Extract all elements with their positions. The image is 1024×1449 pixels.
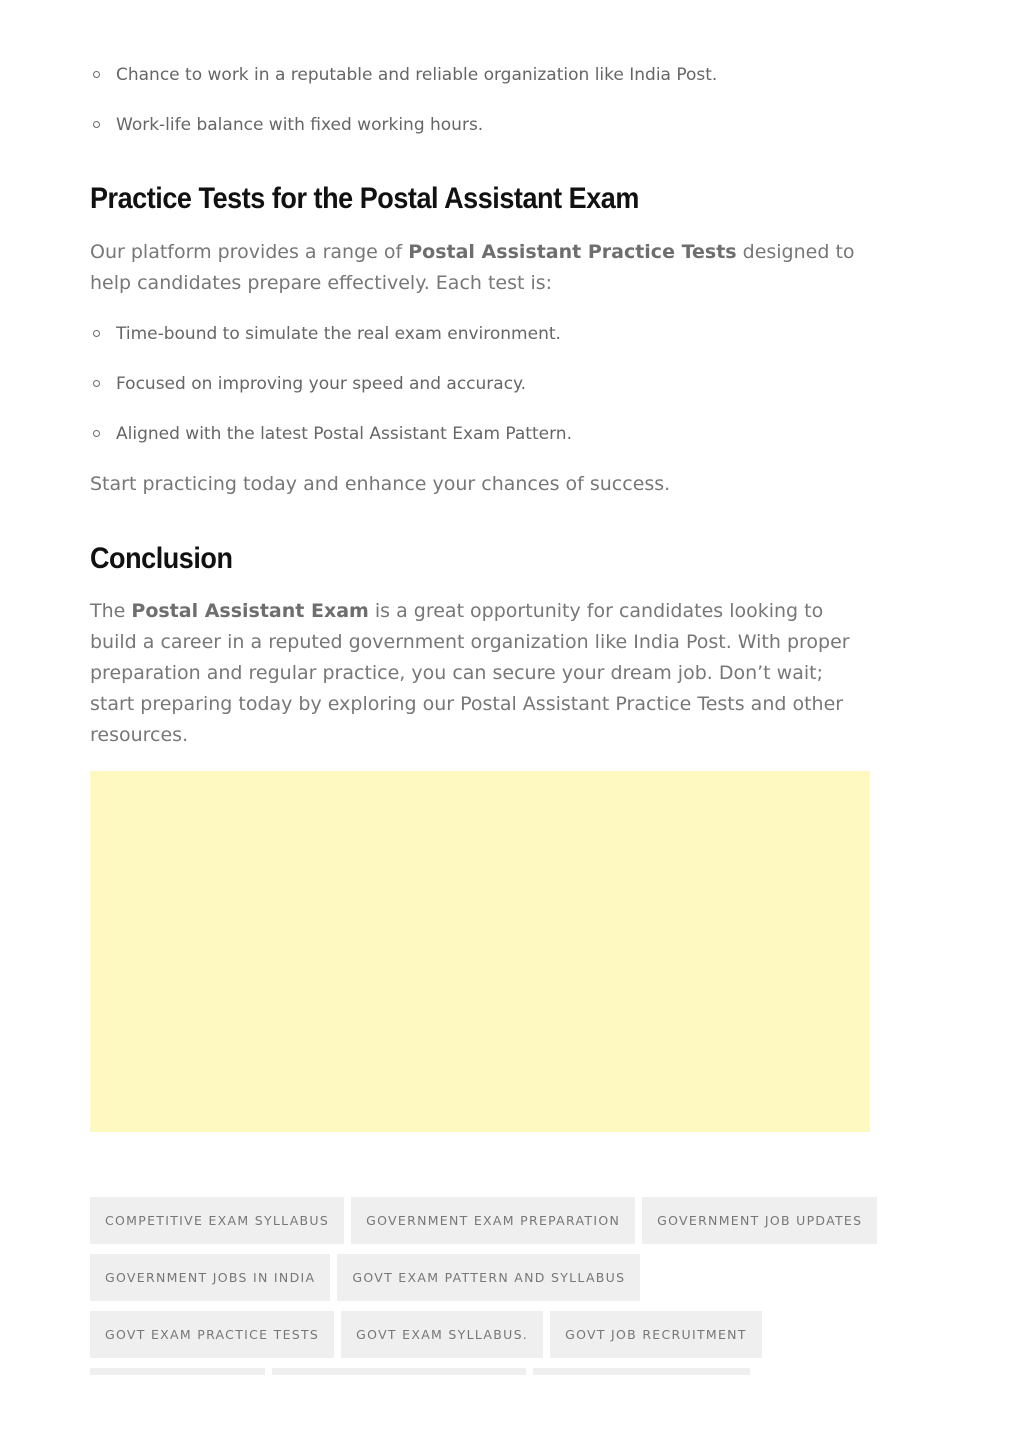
benefits-list xyxy=(90,63,717,163)
list-item xyxy=(90,372,572,396)
practice-tests-link-text: Postal Assistant Practice Tests xyxy=(408,241,737,263)
list-item xyxy=(90,113,717,137)
tag-link[interactable]: GOVT EXAM SYLLABUS. xyxy=(341,1311,543,1358)
bullet-circle-icon xyxy=(93,121,100,128)
list-item-text: Focused on improving your speed and accuracy. xyxy=(116,374,527,394)
conclusion-text-start: The xyxy=(90,600,132,622)
practice-closing-text: Start practicing today and enhance your chances of success. xyxy=(90,473,671,495)
intro-text-end: designed to help candidates prepare effectively. Each test is: xyxy=(90,241,855,294)
tag-link[interactable]: GOVT EXAM PATTERN AND SYLLABUS xyxy=(337,1254,640,1301)
bullet-circle-icon xyxy=(93,71,100,78)
tag-link[interactable]: GOVERNMENT JOB UPDATES xyxy=(642,1197,877,1244)
intro-text: Our platform provides a range of xyxy=(90,241,409,263)
conclusion-text xyxy=(90,596,870,751)
tag-link[interactable]: GOVERNMENT EXAM PREPARATION xyxy=(351,1197,635,1244)
practice-tests-intro xyxy=(90,237,870,299)
tag-link-cut-off[interactable] xyxy=(533,1368,750,1375)
tag-row-partial xyxy=(90,1368,890,1375)
tag-row xyxy=(90,1311,890,1358)
tag-link[interactable]: COMPETITIVE EXAM SYLLABUS xyxy=(90,1197,344,1244)
bullet-circle-icon xyxy=(93,380,100,387)
list-item-text: Time-bound to simulate the real exam environment. xyxy=(116,324,561,344)
list-item-text: Aligned with the latest Postal Assistant Exam Pattern. xyxy=(116,424,572,444)
practice-tests-heading: Practice Tests for the Postal Assistant Exam xyxy=(90,182,639,215)
tag-cloud xyxy=(90,1197,890,1375)
list-item xyxy=(90,322,572,346)
conclusion-bold-text: Postal Assistant Exam xyxy=(131,600,369,622)
tag-link[interactable]: GOVT EXAM PRACTICE TESTS xyxy=(90,1311,334,1358)
tag-link[interactable]: GOVERNMENT JOBS IN INDIA xyxy=(90,1254,330,1301)
list-item-text: Work-life balance with fixed working hours. xyxy=(116,115,484,135)
list-item xyxy=(90,422,572,446)
practice-test-features-list xyxy=(90,322,572,472)
tag-link-cut-off[interactable] xyxy=(90,1368,265,1375)
tag-link-cut-off[interactable] xyxy=(272,1368,526,1375)
bullet-circle-icon xyxy=(93,330,100,337)
tag-row xyxy=(90,1254,890,1301)
tag-link[interactable]: GOVT JOB RECRUITMENT xyxy=(550,1311,762,1358)
conclusion-heading: Conclusion xyxy=(90,542,233,575)
conclusion-text-end: is a great opportunity for candidates looking to build a career in a reputed government organization like India Post. With proper preparation and regular practice, you can secure your dream job. Don’t wait; start preparing today by exploring our Postal Assistant Practice Tests and other resources. xyxy=(90,600,850,746)
list-item xyxy=(90,63,717,87)
tag-row xyxy=(90,1197,890,1244)
bullet-circle-icon xyxy=(93,430,100,437)
list-item-text: Chance to work in a reputable and reliable organization like India Post. xyxy=(116,65,718,85)
advertisement-placeholder[interactable] xyxy=(90,771,870,1132)
